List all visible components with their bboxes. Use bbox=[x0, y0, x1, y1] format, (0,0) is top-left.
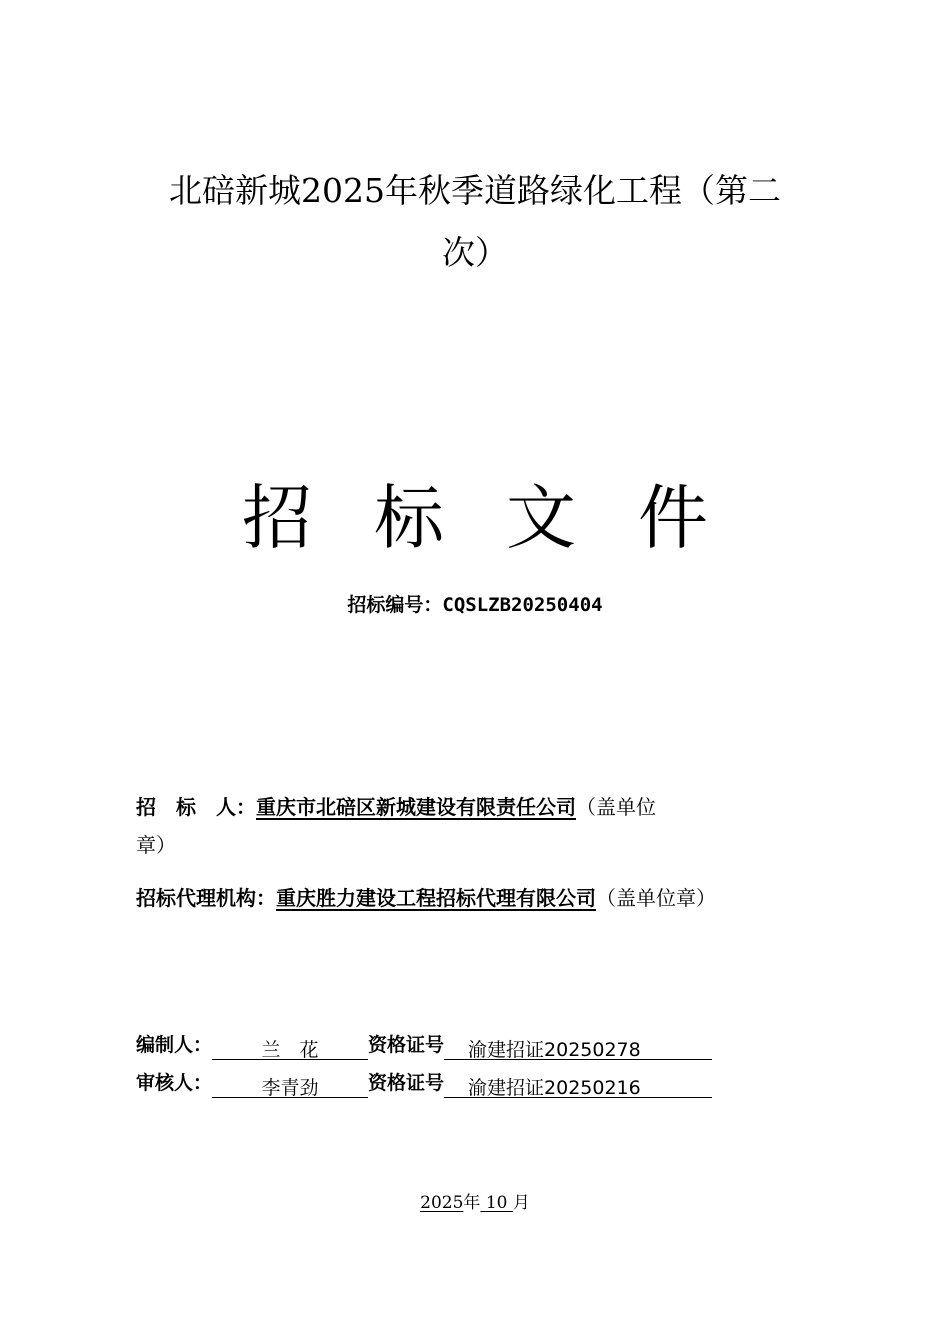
project-title bbox=[140, 160, 810, 284]
preparer-name: 兰 花 bbox=[261, 1039, 319, 1061]
date-year: 2025 bbox=[420, 1193, 464, 1213]
preparer-cert-field bbox=[444, 1035, 712, 1060]
preparer-cert-label: 资格证号 bbox=[368, 1034, 445, 1056]
date-month-suffix: 月 bbox=[512, 1193, 530, 1213]
reviewer-cert-label: 资格证号 bbox=[368, 1072, 445, 1094]
reviewer-name-field bbox=[212, 1073, 368, 1098]
project-title-line-2: 次） bbox=[442, 233, 508, 272]
agency-name: 重庆胜力建设工程招标代理有限公司 bbox=[276, 886, 596, 910]
preparer-row bbox=[136, 1030, 712, 1060]
tenderer-label: 招 标 人： bbox=[136, 795, 256, 819]
date-year-suffix: 年 bbox=[463, 1193, 481, 1213]
agency-label: 招标代理机构： bbox=[136, 886, 276, 910]
tenderer-name: 重庆市北碚区新城建设有限责任公司 bbox=[256, 795, 576, 819]
project-title-line-1: 北碚新城2025年秋季道路绿化工程（第二 bbox=[169, 171, 781, 210]
reviewer-cert-number: 渝建招证20250216 bbox=[468, 1077, 641, 1099]
date-month bbox=[480, 1193, 512, 1213]
bid-number bbox=[0, 590, 950, 617]
tenderer-seal-note-cont: 章） bbox=[136, 833, 176, 857]
issue-date bbox=[0, 1188, 950, 1213]
document-title: 招标文件 bbox=[242, 477, 770, 559]
tenderer-seal-note: （盖单位 bbox=[576, 795, 656, 819]
reviewer-row bbox=[136, 1068, 712, 1098]
bid-number-label: 招标编号： bbox=[347, 594, 443, 616]
agency-block bbox=[136, 879, 796, 917]
reviewer-name: 李青劲 bbox=[261, 1077, 319, 1099]
date-month-value: 10 bbox=[485, 1193, 508, 1213]
reviewer-cert-field bbox=[444, 1073, 712, 1098]
agency-seal-note: （盖单位章） bbox=[596, 886, 716, 910]
preparer-cert-number: 渝建招证20250278 bbox=[468, 1039, 641, 1061]
preparer-label: 编制人： bbox=[136, 1034, 213, 1056]
preparer-name-field bbox=[212, 1035, 368, 1060]
reviewer-label: 审核人： bbox=[136, 1072, 213, 1094]
tenderer-block bbox=[136, 788, 796, 864]
bid-number-value: CQSLZB20250404 bbox=[442, 594, 603, 616]
